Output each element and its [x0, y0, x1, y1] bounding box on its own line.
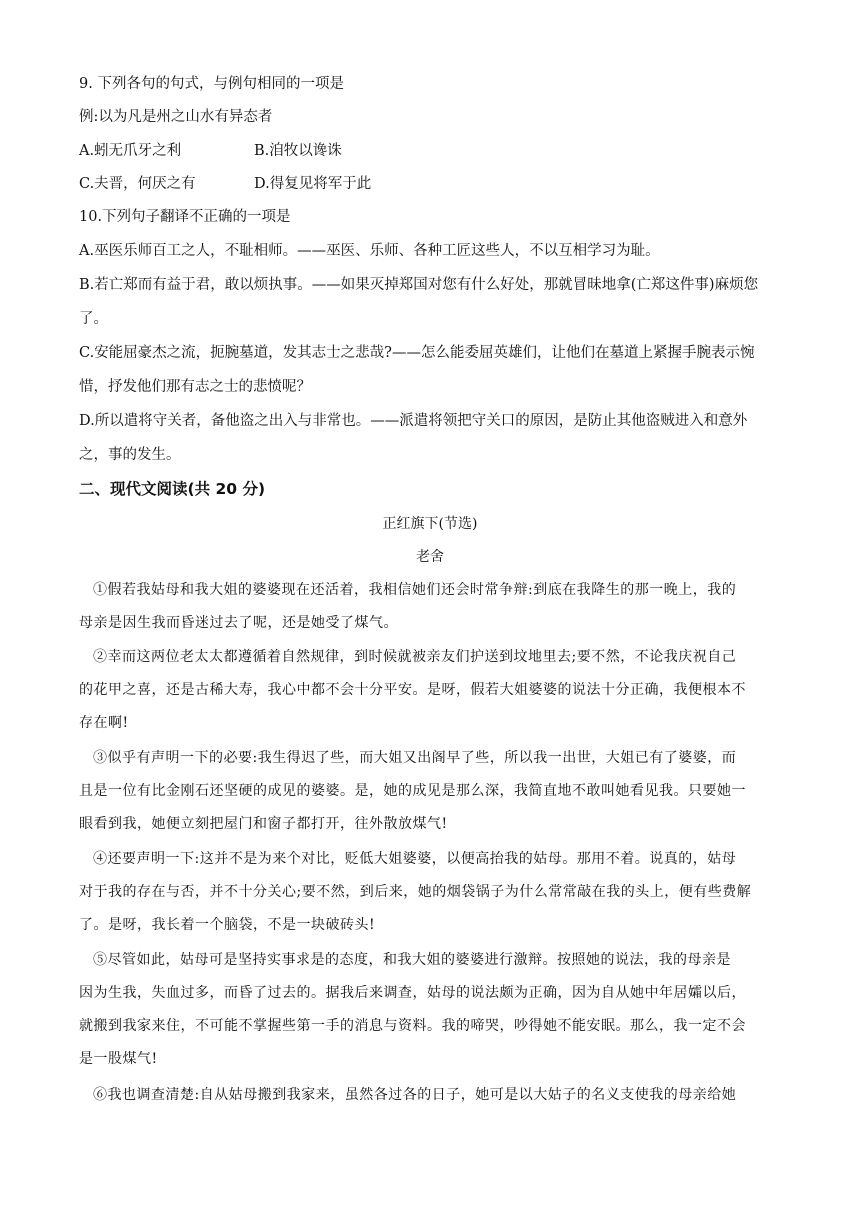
paragraph-line: ⑥我也调查清楚:自从姑母搬到我家来，虽然各过各的日子，她可是以大姑子的名义支使我的母亲给她: [93, 1087, 737, 1103]
q10-option-b-line1: B.若亡郑而有益于君，敢以烦执事。——如果灭掉郑国对您有什么好处，那就冒昧地拿(亡郑这件事)麻烦您: [79, 277, 759, 293]
paragraph-line: ③似乎有声明一下的必要:我生得迟了些，而大姐又出阁早了些，所以我一出世，大姐已有了婆婆，而: [93, 750, 737, 766]
q9-option-d: D.得复见将军于此: [254, 176, 372, 192]
paragraph-line: 因为生我，失血过多，而昏了过去的。据我后来调查，姑母的说法颇为正确，因为自从她中年居孀以后，: [79, 985, 746, 1001]
section-heading: 二、现代文阅读(共 20 分): [79, 480, 266, 498]
q9-example: 例:以为凡是州之山水有异态者: [79, 109, 273, 125]
q10-option-b-line2: 了。: [79, 311, 108, 327]
paragraph-line: 就搬到我家来住，不可能不掌握些第一手的消息与资料。我的啼哭，吵得她不能安眠。那么，我一定不会: [79, 1018, 746, 1034]
q10-option-c-line1: C.安能屈豪杰之流，扼腕墓道，发其志士之悲哉?——怎么能委屈英雄们，让他们在墓道上紧握手腕表示惋: [79, 345, 755, 361]
q10-option-c-line2: 惜，抒发他们那有志之士的悲愤呢？: [79, 379, 311, 395]
q9-option-c: C.夫晋，何厌之有: [79, 176, 196, 192]
paragraph-line: 且是一位有比金刚石还坚硬的成见的婆婆。是，她的成见是那么深，我简直地不敢叫她看见我。只要她一: [79, 783, 746, 799]
paragraph-line: 是一股煤气!: [79, 1051, 158, 1067]
paragraph-line: ⑤尽管如此，姑母可是坚持实事求是的态度，和我大姐的婆婆进行激辩。按照她的说法，我的母亲是: [93, 952, 731, 968]
paragraph-line: 眼看到我，她便立刻把屋门和窗子都打开，往外散放煤气!: [79, 816, 448, 832]
article-author: 老舍: [416, 549, 444, 565]
paragraph-line: ①假若我姑母和我大姐的婆婆现在还活着，我相信她们还会时常争辩:到底在我降生的那一晚上，我的: [93, 582, 737, 598]
q10-option-d-line2: 之，事的发生。: [79, 447, 181, 463]
paragraph-line: 存在啊!: [79, 715, 129, 731]
q10-stem: 10.下列句子翻译不正确的一项是: [79, 209, 291, 225]
paragraph-line: 母亲是因生我而昏迷过去了呢，还是她受了煤气。: [79, 615, 398, 631]
paragraph-line: ④还要声明一下:这并不是为来个对比，贬低大姐婆婆，以便高抬我的姑母。那用不着。说真的，姑母: [93, 851, 737, 867]
q10-option-a: A.巫医乐师百工之人，不耻相师。——巫医、乐师、各种工匠这些人，不以互相学习为耻。: [79, 243, 660, 259]
paragraph-line: ②幸而这两位老太太都遵循着自然规律，到时候就被亲友们护送到坟地里去;要不然，不论我庆祝自己: [93, 649, 737, 665]
article-title: 正红旗下(节选): [382, 516, 478, 532]
paragraph-line: 的花甲之喜，还是古稀大寿，我心中都不会十分平安。是呀，假若大姐婆婆的说法十分正确，我便根本不: [79, 682, 746, 698]
paragraph-line: 了。是呀，我长着一个脑袋，不是一块破砖头!: [79, 917, 376, 933]
q9-option-a: A.蚓无爪牙之利: [79, 143, 182, 159]
paragraph-line: 对于我的存在与否，并不十分关心;要不然，到后来，她的烟袋锅子为什么常常敲在我的头上，便有些费解: [79, 884, 752, 900]
q10-option-d-line1: D.所以遣将守关者，备他盗之出入与非常也。——派遣将领把守关口的原因，是防止其他盗贼进入和意外: [79, 413, 748, 429]
q9-stem: 9. 下列各句的句式，与例句相同的一项是: [79, 76, 344, 92]
q9-option-b: B.洎牧以谗诛: [254, 143, 342, 159]
